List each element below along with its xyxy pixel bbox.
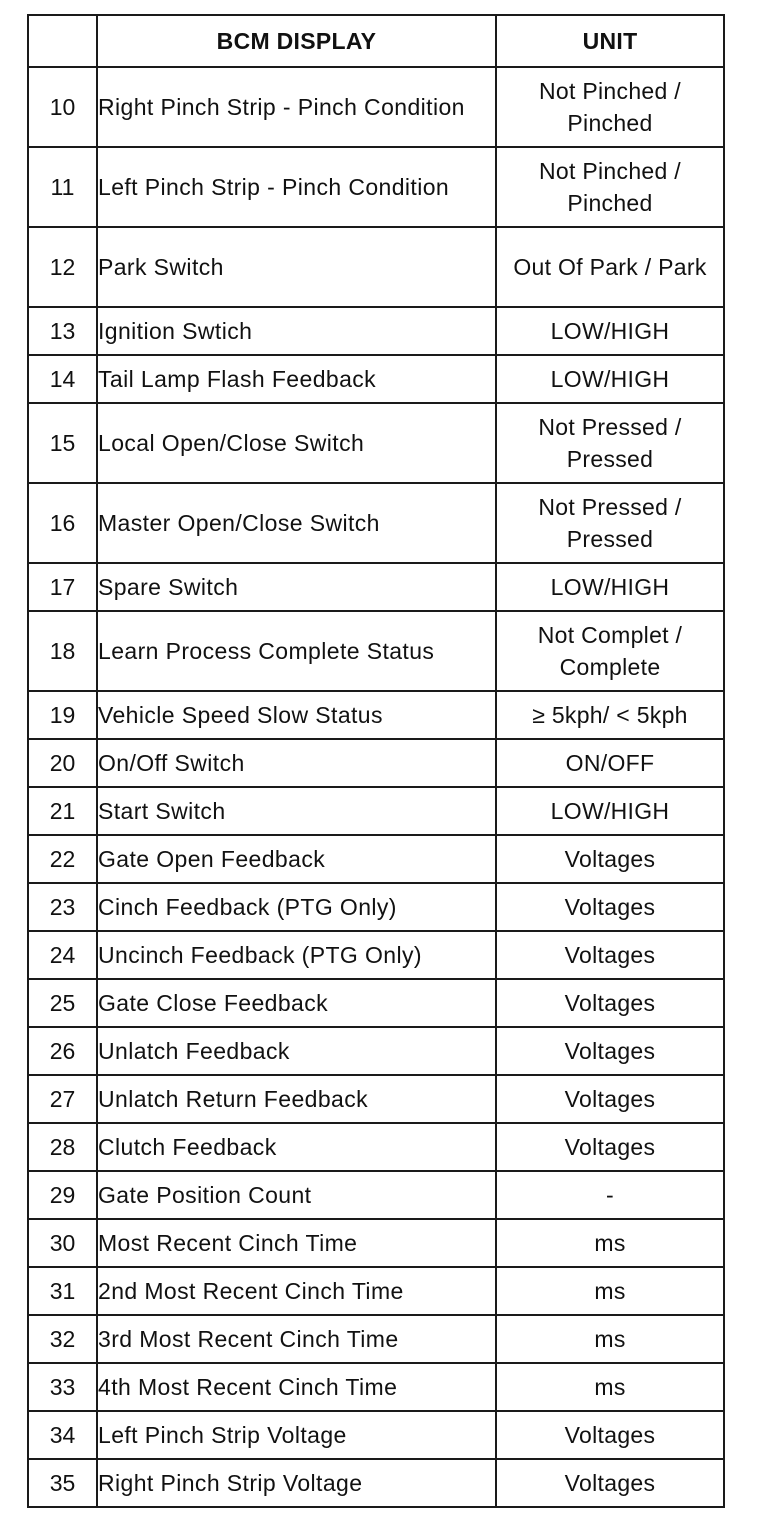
table-row bbox=[28, 355, 724, 403]
row-display: On/Off Switch bbox=[97, 739, 496, 787]
row-number: 11 bbox=[28, 147, 97, 227]
table-row bbox=[28, 835, 724, 883]
row-number: 16 bbox=[28, 483, 97, 563]
bcm-display-table-container bbox=[27, 14, 723, 1508]
row-unit: Voltages bbox=[496, 979, 724, 1027]
table-row bbox=[28, 1027, 724, 1075]
row-unit: Voltages bbox=[496, 883, 724, 931]
row-unit: - bbox=[496, 1171, 724, 1219]
table-row bbox=[28, 739, 724, 787]
row-number: 15 bbox=[28, 403, 97, 483]
row-display: Left Pinch Strip Voltage bbox=[97, 1411, 496, 1459]
row-number: 25 bbox=[28, 979, 97, 1027]
row-display: Tail Lamp Flash Feedback bbox=[97, 355, 496, 403]
row-unit: Voltages bbox=[496, 931, 724, 979]
row-display: Park Switch bbox=[97, 227, 496, 307]
row-display: Gate Close Feedback bbox=[97, 979, 496, 1027]
row-unit: ms bbox=[496, 1315, 724, 1363]
row-unit: ≥ 5kph/ < 5kph bbox=[496, 691, 724, 739]
row-number: 35 bbox=[28, 1459, 97, 1507]
row-unit: ms bbox=[496, 1267, 724, 1315]
row-display: Gate Open Feedback bbox=[97, 835, 496, 883]
row-number: 28 bbox=[28, 1123, 97, 1171]
table-row bbox=[28, 1315, 724, 1363]
table-body bbox=[28, 67, 724, 1507]
row-unit: Voltages bbox=[496, 1027, 724, 1075]
row-display: Right Pinch Strip Voltage bbox=[97, 1459, 496, 1507]
row-number: 34 bbox=[28, 1411, 97, 1459]
row-unit: LOW/HIGH bbox=[496, 563, 724, 611]
row-number: 27 bbox=[28, 1075, 97, 1123]
row-unit: Not Complet / Complete bbox=[496, 611, 724, 691]
row-number: 20 bbox=[28, 739, 97, 787]
row-number: 14 bbox=[28, 355, 97, 403]
row-number: 12 bbox=[28, 227, 97, 307]
row-display: Spare Switch bbox=[97, 563, 496, 611]
table-row bbox=[28, 883, 724, 931]
row-number: 19 bbox=[28, 691, 97, 739]
row-unit: LOW/HIGH bbox=[496, 787, 724, 835]
row-unit: ON/OFF bbox=[496, 739, 724, 787]
row-display: 3rd Most Recent Cinch Time bbox=[97, 1315, 496, 1363]
row-display: Unlatch Feedback bbox=[97, 1027, 496, 1075]
row-unit: Not Pressed / Pressed bbox=[496, 403, 724, 483]
table-row bbox=[28, 1459, 724, 1507]
table-row bbox=[28, 1363, 724, 1411]
table-row bbox=[28, 147, 724, 227]
table-row bbox=[28, 1075, 724, 1123]
row-unit: Voltages bbox=[496, 1459, 724, 1507]
row-display: Cinch Feedback (PTG Only) bbox=[97, 883, 496, 931]
table-row bbox=[28, 1123, 724, 1171]
row-display: Right Pinch Strip - Pinch Condition bbox=[97, 67, 496, 147]
table-row bbox=[28, 1171, 724, 1219]
table-row bbox=[28, 611, 724, 691]
table-row bbox=[28, 563, 724, 611]
row-number: 24 bbox=[28, 931, 97, 979]
bcm-display-table bbox=[27, 14, 725, 1508]
row-unit: LOW/HIGH bbox=[496, 307, 724, 355]
table-row bbox=[28, 979, 724, 1027]
row-display: Most Recent Cinch Time bbox=[97, 1219, 496, 1267]
row-number: 26 bbox=[28, 1027, 97, 1075]
row-display: Vehicle Speed Slow Status bbox=[97, 691, 496, 739]
table-header-row bbox=[28, 15, 724, 67]
row-unit: LOW/HIGH bbox=[496, 355, 724, 403]
row-display: 2nd Most Recent Cinch Time bbox=[97, 1267, 496, 1315]
row-display: Uncinch Feedback (PTG Only) bbox=[97, 931, 496, 979]
row-unit: ms bbox=[496, 1363, 724, 1411]
row-number: 13 bbox=[28, 307, 97, 355]
table-row bbox=[28, 1411, 724, 1459]
row-number: 22 bbox=[28, 835, 97, 883]
row-number: 23 bbox=[28, 883, 97, 931]
table-row bbox=[28, 787, 724, 835]
row-display: Ignition Swtich bbox=[97, 307, 496, 355]
row-unit: Out Of Park / Park bbox=[496, 227, 724, 307]
header-number bbox=[28, 15, 97, 67]
row-unit: Voltages bbox=[496, 835, 724, 883]
row-display: Clutch Feedback bbox=[97, 1123, 496, 1171]
table-row bbox=[28, 67, 724, 147]
row-number: 10 bbox=[28, 67, 97, 147]
row-display: Start Switch bbox=[97, 787, 496, 835]
header-unit: UNIT bbox=[496, 15, 724, 67]
row-display: 4th Most Recent Cinch Time bbox=[97, 1363, 496, 1411]
row-unit: Voltages bbox=[496, 1075, 724, 1123]
row-display: Left Pinch Strip - Pinch Condition bbox=[97, 147, 496, 227]
row-unit: Not Pressed / Pressed bbox=[496, 483, 724, 563]
row-unit: Not Pinched / Pinched bbox=[496, 67, 724, 147]
row-display: Learn Process Complete Status bbox=[97, 611, 496, 691]
row-display: Master Open/Close Switch bbox=[97, 483, 496, 563]
table-row bbox=[28, 1267, 724, 1315]
row-number: 21 bbox=[28, 787, 97, 835]
row-number: 32 bbox=[28, 1315, 97, 1363]
row-unit: Not Pinched / Pinched bbox=[496, 147, 724, 227]
header-bcm-display: BCM DISPLAY bbox=[97, 15, 496, 67]
table-row bbox=[28, 691, 724, 739]
row-unit: ms bbox=[496, 1219, 724, 1267]
table-row bbox=[28, 931, 724, 979]
table-row bbox=[28, 307, 724, 355]
row-number: 33 bbox=[28, 1363, 97, 1411]
row-number: 31 bbox=[28, 1267, 97, 1315]
row-display: Gate Position Count bbox=[97, 1171, 496, 1219]
row-number: 29 bbox=[28, 1171, 97, 1219]
table-row bbox=[28, 1219, 724, 1267]
row-display: Unlatch Return Feedback bbox=[97, 1075, 496, 1123]
row-number: 18 bbox=[28, 611, 97, 691]
row-number: 30 bbox=[28, 1219, 97, 1267]
table-row bbox=[28, 483, 724, 563]
table-row bbox=[28, 403, 724, 483]
row-display: Local Open/Close Switch bbox=[97, 403, 496, 483]
row-unit: Voltages bbox=[496, 1411, 724, 1459]
row-number: 17 bbox=[28, 563, 97, 611]
table-row bbox=[28, 227, 724, 307]
row-unit: Voltages bbox=[496, 1123, 724, 1171]
